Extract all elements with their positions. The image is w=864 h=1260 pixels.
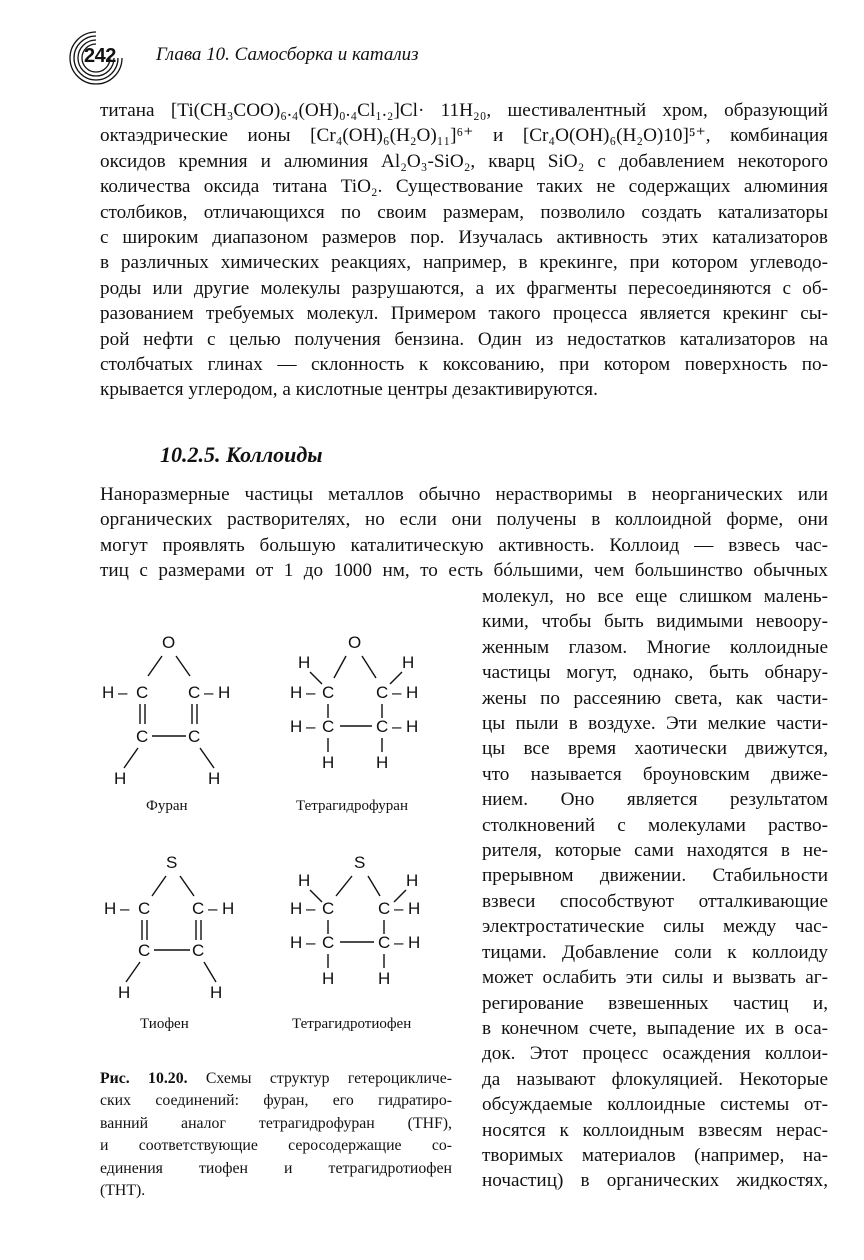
svg-text:–: – <box>306 899 316 918</box>
paragraph-2 <box>100 482 828 584</box>
atom-label: H <box>114 769 127 788</box>
page-header <box>66 28 826 88</box>
caption-line: ванний аналог тетрагидрофуран (THF), <box>100 1114 452 1132</box>
chapter-title: Глава 10. Самосборка и катализ <box>156 44 419 65</box>
atom-label: C <box>188 683 201 702</box>
atom-label: C <box>376 683 389 702</box>
paragraph-line: столбиков, отличающихся по своим размерам, позволило создать катализаторы <box>100 201 828 223</box>
paragraph-line: взвеси способствуют отталкивающие <box>482 890 828 912</box>
paragraph-line: могут проявлять большую каталитическую активность. Коллоид — взвесь час- <box>100 534 828 556</box>
furan-label: Фуран <box>146 798 188 814</box>
atom-label: H <box>218 683 231 702</box>
atom-label: H <box>104 899 117 918</box>
atom-label: C <box>138 899 151 918</box>
paragraph-line: титана [Ti(CH₃COO)₆.₄(OH)₀.₄Cl₁.₂]Cl· 11H₂₀, шестивалентный хром, образующий <box>100 100 828 121</box>
atom-label: H <box>298 871 311 890</box>
atom-label: O <box>348 633 362 652</box>
paragraph-line: крывается углеродом, а кислотные центры дезактивируются. <box>100 379 598 401</box>
svg-text:–: – <box>208 899 218 918</box>
paragraph-line: тицами. Добавление соли к коллоиду <box>482 941 828 963</box>
svg-text:–: – <box>306 933 316 952</box>
atom-label: H <box>102 683 115 702</box>
paragraph-line: может ослабить эти силы и вызвать аг- <box>482 967 828 989</box>
svg-text:–: – <box>204 683 214 702</box>
atom-label: H <box>322 753 335 772</box>
atom-label: H <box>210 983 223 1002</box>
thiophene-structure <box>96 848 246 1008</box>
atom-label: H <box>290 899 303 918</box>
paragraph-line: творимых материалов (например, на- <box>482 1144 828 1166</box>
svg-text:–: – <box>118 683 128 702</box>
svg-text:–: – <box>306 683 316 702</box>
svg-text:–: – <box>394 933 404 952</box>
figure-label: Рис. 10.20. <box>100 1070 188 1087</box>
atom-label: C <box>322 899 335 918</box>
paragraph-line: роды или другие молекулы разрушаются, а их фрагменты пересоединяются с об- <box>100 277 828 299</box>
paragraph-line: что называется броуновским движе- <box>482 763 828 785</box>
paragraph-line: док. Этот процесс осаждения коллои- <box>482 1043 828 1065</box>
paragraph-line: обсуждаемые коллоидные системы от- <box>482 1094 828 1116</box>
svg-text:–: – <box>392 717 402 736</box>
atom-label: C <box>378 933 391 952</box>
atom-label: S <box>166 853 178 872</box>
atom-label: H <box>290 933 303 952</box>
atom-label: C <box>188 727 201 746</box>
atom-label: H <box>290 717 303 736</box>
paragraph-line: разованием требуемых молекул. Примером такого процесса является крекинг сы- <box>100 303 828 325</box>
caption-line: Схемы структур гетероцикличе- <box>187 1070 453 1087</box>
atom-label: H <box>376 753 389 772</box>
thiophene-label: Тиофен <box>140 1016 189 1032</box>
paragraph-1 <box>100 98 828 403</box>
paragraph-line: октаэдрические ионы [Cr₄(OH)₆(H₂O)₁₁]⁶⁺ и [Cr₄O(OH)₆(H₂O)10]⁵⁺, комбинация <box>100 125 828 147</box>
paragraph-line: электростатические силы между час- <box>482 916 828 938</box>
thf-label: Тетрагидрофуран <box>296 798 408 814</box>
atom-label: H <box>290 683 303 702</box>
paragraph-line: носятся к коллоидным взвесям нерас- <box>482 1119 828 1141</box>
atom-label: H <box>378 969 391 988</box>
atom-label: C <box>136 727 149 746</box>
paragraph-line: столбчатых глинах — склонность к коксованию, при котором поверхность по- <box>100 354 828 376</box>
atom-label: H <box>406 683 419 702</box>
svg-text:–: – <box>394 899 404 918</box>
furan-structure <box>96 628 246 788</box>
svg-text:–: – <box>306 717 316 736</box>
thf-structure <box>282 628 442 778</box>
paragraph-line: прерывном движении. Стабильности <box>482 865 828 887</box>
atom-label: H <box>298 653 311 672</box>
paragraph-line: да называют флокуляцией. Некоторые <box>482 1068 828 1090</box>
caption-line: единения тиофен и тетрагидротиофен <box>100 1159 452 1177</box>
caption-line: ских соединений: фуран, его гидратиро- <box>100 1092 452 1110</box>
atom-label: C <box>322 933 335 952</box>
atom-label: S <box>354 853 366 872</box>
tht-structure <box>282 848 442 998</box>
atom-label: H <box>208 769 221 788</box>
svg-text:–: – <box>120 899 130 918</box>
paragraph-line: регирование взвешенных частиц и, <box>482 992 828 1014</box>
atom-label: C <box>378 899 391 918</box>
atom-label: C <box>376 717 389 736</box>
paragraph-line: кими, чтобы быть видимыми невоору- <box>482 611 828 633</box>
svg-text:–: – <box>392 683 402 702</box>
paragraph-line: частицы могут, однако, быть обнару- <box>482 662 828 684</box>
paragraph-line: рителя, которые сами находятся в не- <box>482 840 828 862</box>
paragraph-line: столкновений с молекулами раство- <box>482 814 828 836</box>
page-number: 242 <box>84 45 116 67</box>
atom-label: H <box>322 969 335 988</box>
paragraph-line: цы пыли в воздухе. Эти мелкие части- <box>482 713 828 735</box>
atom-label: H <box>118 983 131 1002</box>
atom-label: C <box>322 683 335 702</box>
paragraph-line: жены по рассеянию света, как части- <box>482 687 828 709</box>
paragraph-line: органических растворителях, но если они получены в коллоидной форме, они <box>100 509 828 531</box>
atom-label: C <box>192 941 205 960</box>
atom-label: H <box>222 899 235 918</box>
paragraph-line: в различных химических реакциях, например, в крекинге, при котором углеводо- <box>100 252 828 274</box>
paragraph-line: рой нефти с целью получения бензина. Один из недостатков катализаторов на <box>100 328 828 350</box>
paragraph-line: с широким диапазоном размеров пор. Изучалась активность этих катализаторов <box>100 227 828 249</box>
paragraph-line: женным глазом. Многие коллоидные <box>482 636 828 658</box>
section-title: 10.2.5. Коллоиды <box>160 442 323 467</box>
caption-line: (THT). <box>100 1182 146 1200</box>
paragraph-3 <box>482 584 828 1194</box>
figure-caption <box>100 1068 452 1202</box>
tht-label: Тетрагидротиофен <box>292 1016 412 1032</box>
paragraph-line: цы все время хаотически движутся, <box>482 738 828 760</box>
atom-label: C <box>138 941 151 960</box>
atom-label: H <box>402 653 415 672</box>
atom-label: C <box>322 717 335 736</box>
paragraph-line: количества оксида титана TiO₂. Существование таких не содержащих алюминия <box>100 176 828 198</box>
paragraph-line: Наноразмерные частицы металлов обычно нерастворимы в неорганических или <box>100 484 828 505</box>
paragraph-line: ночастиц) в органических жидкостях, <box>482 1170 828 1192</box>
paragraph-line: нием. Оно является результатом <box>482 789 828 811</box>
atom-label: H <box>406 871 419 890</box>
atom-label: O <box>162 633 176 652</box>
atom-label: C <box>192 899 205 918</box>
atom-label: H <box>408 899 421 918</box>
atom-label: H <box>406 717 419 736</box>
atom-label: C <box>136 683 149 702</box>
caption-line: и соответствующие серосодержащие со- <box>100 1137 452 1155</box>
paragraph-line: тиц с размерами от 1 до 1000 нм, то есть бóльшими, чем большинство обычных <box>100 560 828 582</box>
paragraph-line: молекул, но все еще слишком малень- <box>482 586 828 607</box>
atom-label: H <box>408 933 421 952</box>
paragraph-line: оксидов кремния и алюминия Al₂O₃-SiO₂, кварц SiO₂ с добавлением некоторого <box>100 150 828 172</box>
paragraph-line: в конечном счете, выпадение их в оса- <box>482 1017 828 1039</box>
